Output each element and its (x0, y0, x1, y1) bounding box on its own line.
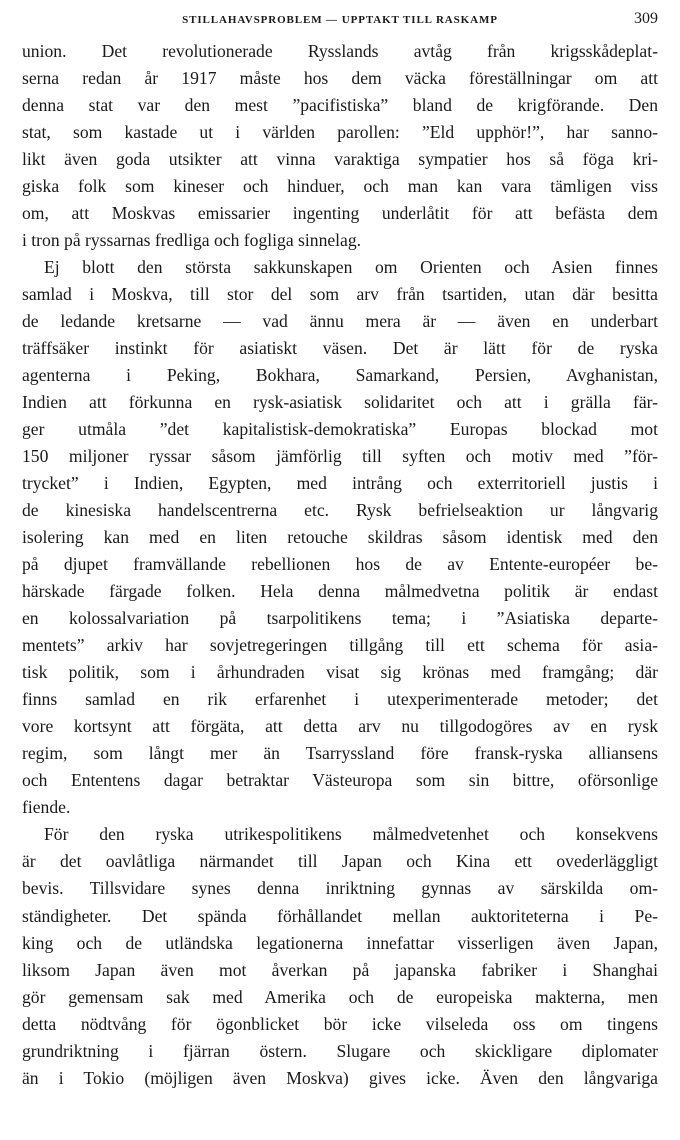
text-line: Ej blott den största sakkunskapen om Orienten och Asien finnes (44, 257, 658, 278)
text-line: är det oavlåtliga närmandet till Japan och Kina ett ovederläggligt (22, 851, 658, 872)
text-line: 150 miljoner ryssar såsom jämförlig till syften och motiv med ”för- (22, 446, 658, 467)
text-line: giska folk som kineser och hinduer, och man kan vara tämligen viss (22, 176, 658, 197)
text-line: de kinesiska handelscentrerna etc. Rysk befrielseaktion ur långvarig (22, 500, 658, 521)
running-title: STILLAHAVSPROBLEM — UPPTAKT TILL RASKAMP (182, 14, 498, 26)
paragraph (22, 38, 658, 254)
text-line: fiende. (22, 797, 71, 818)
text-line: serna redan år 1917 måste hos dem väcka föreställningar om att (22, 68, 658, 89)
text-line: härskade färgade folken. Hela denna målmedvetna politik är endast (22, 581, 658, 602)
text-line: en kolossalvariation på tsarpolitikens tema; i ”Asiatiska departe- (22, 608, 658, 629)
text-line: träffsäker instinkt för asiatiskt väsen. Det är lätt för de ryska (22, 338, 658, 359)
text-line: på djupet framvällande rebellionen hos de av Entente-européer be- (22, 554, 658, 575)
text-line: grundriktning i fjärran östern. Slugare och skickligare diplomater (22, 1040, 658, 1061)
text-line: trycket” i Indien, Egypten, med intrång och exterritoriell justis i (22, 473, 658, 494)
text-line: stat, som kastade ut i världen parollen: ”Eld upphör!”, har sanno- (22, 122, 658, 143)
text-line: king och de utländska legationerna innefattar visserligen även Japan, (22, 932, 658, 953)
text-line: samlad i Moskva, till stor del som arv från tsartiden, utan där besitta (22, 284, 658, 305)
text-line: Indien att förkunna en rysk-asiatisk solidaritet och att i grälla fär- (22, 392, 658, 413)
text-line: agenterna i Peking, Bokhara, Samarkand, Persien, Avghanistan, (22, 365, 658, 386)
page-number: 309 (634, 10, 658, 27)
text-line: likt även goda utsikter att vinna varaktiga sympatier hos så föga kri- (22, 149, 658, 170)
text-line: detta nödtvång för ögonblicket bör icke vilseleda oss om tingens (22, 1013, 658, 1034)
text-line: i tron på ryssarnas fredliga och fogliga sinnelag. (22, 230, 362, 251)
text-line: vore kortsynt att förgäta, att detta arv nu tillgodogöres av en rysk (22, 716, 658, 737)
text-line: denna stat var den mest ”pacifistiska” bland de krigförande. Den (22, 95, 658, 116)
body-text (22, 38, 658, 1092)
text-line: liksom Japan även mot åverkan på japanska fabriker i Shanghai (22, 959, 658, 980)
text-line: gör gemensam sak med Amerika och de europeiska makterna, men (22, 986, 658, 1007)
text-line: de ledande kretsarne — vad ännu mera är — även en underbart (22, 311, 658, 332)
text-line: och Ententens dagar betraktar Västeuropa som sin bittre, oförsonlige (22, 770, 658, 791)
text-line: ger utmåla ”det kapitalistisk-demokratiska” Europas blockad mot (22, 419, 658, 440)
text-line: finns samlad en rik erfarenhet i utexperimenterade metoder; det (22, 689, 658, 710)
text-line: tisk politik, som i århundraden visat sig krönas med framgång; där (22, 662, 658, 683)
text-line: ständigheter. Det spända förhållandet mellan auktoriteterna i Pe- (22, 905, 658, 926)
text-line: än i Tokio (möjligen även Moskva) gives icke. Även den långvariga (22, 1067, 658, 1088)
text-line: För den ryska utrikespolitikens målmedvetenhet och konsekvens (44, 824, 658, 845)
text-line: isolering kan med en liten retouche skildras såsom identisk med den (22, 527, 658, 548)
text-line: regim, som långt mer än Tsarryssland före fransk-ryska alliansens (22, 743, 658, 764)
text-line: om, att Moskvas emissarier ingenting underlåtit för att befästa dem (22, 203, 658, 224)
text-line: mentets” arkiv har sovjetregeringen tillgång till ett schema för asia- (22, 635, 658, 656)
running-head (0, 10, 680, 32)
text-line: union. Det revolutionerade Rysslands avtåg från krigsskådeplat- (22, 41, 658, 61)
paragraph (22, 254, 658, 821)
paragraph (22, 821, 658, 1091)
text-line: bevis. Tillsvidare synes denna inriktning gynnas av särskilda om- (22, 878, 658, 899)
